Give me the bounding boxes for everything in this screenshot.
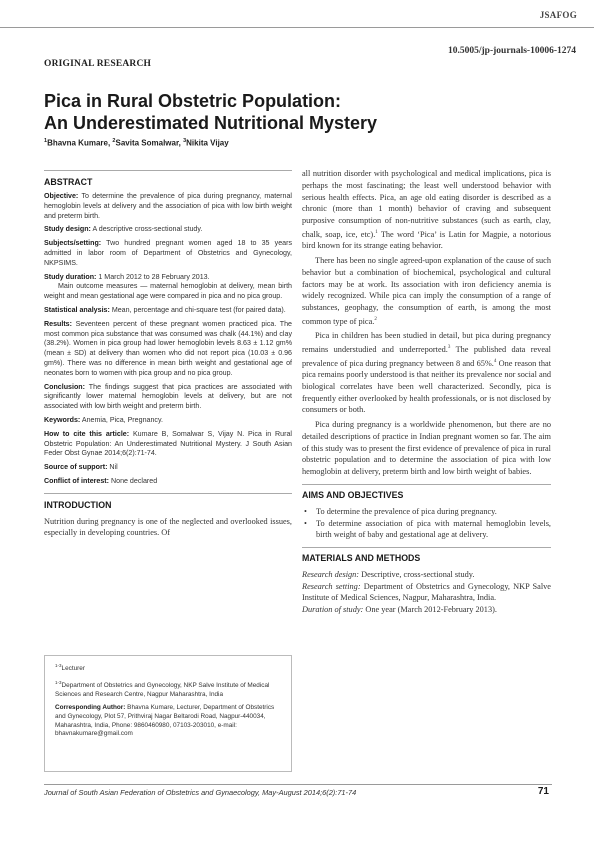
research-setting-label: Research setting: xyxy=(302,581,361,591)
abstract-bottom-rule xyxy=(44,493,292,494)
keywords-text: Anemia, Pica, Pregnancy. xyxy=(80,415,163,424)
left-column xyxy=(44,170,292,539)
ref-1[interactable]: 1 xyxy=(375,229,378,235)
study-duration xyxy=(302,604,551,616)
introduction-paragraph: Nutrition during pregnancy is one of the neglected and overlooked issues, especially in developing countries. Of xyxy=(44,516,292,538)
abstract-duration xyxy=(44,273,292,283)
cite-text: Kumare B, Somalwar S, Vijay N. Pica in Rural Obstetric Population: An Underestimated Nutritional Mystery. J South Asian Feder Obst Gynae 2014;6(2):71-74. xyxy=(44,429,292,458)
results-label: Results: xyxy=(44,319,72,328)
ref-4[interactable]: 4 xyxy=(493,358,497,364)
source-of-support xyxy=(44,463,292,473)
design-label: Study design: xyxy=(44,225,91,234)
intro-paragraph-4: Pica during pregnancy is a worldwide phenomenon, but there are no detailed descriptions of practice in Indian pregnant women so far. The aim of this study was to present the first evidence of prevalence of pica in rural obstetric population and to determine the association of pica with low hemoglobin at delivery, preterm birth and low birth weight of babies. xyxy=(302,420,551,477)
research-design-text: Descriptive, cross-sectional study. xyxy=(359,569,475,579)
intro-p1-text-cont: The word ‘Pica’ is Latin for Magpie, a notorious bird known for its strange eating behavior. xyxy=(302,229,551,251)
corresponding-author xyxy=(55,704,281,739)
abstract-keywords xyxy=(44,416,292,426)
footer-journal: Journal of South Asian Federation of Obstetrics and Gynaecology, May-August 2014;6(2):71-74 xyxy=(44,788,357,797)
stats-text: Mean, percentage and chi-square test (for paired data). xyxy=(109,305,286,314)
conclusion-label: Conclusion: xyxy=(44,382,85,391)
corresponding-label: Corresponding Author: xyxy=(55,704,126,712)
research-setting xyxy=(302,581,551,605)
section-label: ORIGINAL RESEARCH xyxy=(44,59,152,69)
intro-p3-text-end: One reason that pica remains poorly understood is that neither its prevalence nor social and biological correlates have been well characterized. Secondly, pica is frequently either overlooked by health professionals, or is not disclosed by consumers or both. xyxy=(302,358,551,415)
subjects-text: Two hundred pregnant women aged 18 to 35 years admitted in labor room of Department of Obstetrics and Gynecology, NKPSIMS. xyxy=(44,239,292,267)
abstract-results xyxy=(44,320,292,379)
author-3: Nikita Vijay xyxy=(186,138,229,148)
abstract-top-rule xyxy=(44,170,292,171)
article-title xyxy=(44,90,564,134)
results-text: Seventeen percent of these pregnant women practiced pica. The most common pica substance that was consumed was chalk (44.1%) and clay (38.2%). Women in pica group had lower hemoglobin levels 8.63 ± 1.12 gm% (mean ± SD) at delivery than women who did not report pica (10.03 ± 0.96 gm%). There was no difference in mean birth weight and gestational age of neonates born to women with pica group and no pica group. xyxy=(44,319,292,377)
footnote-affiliation xyxy=(55,679,281,700)
ref-2[interactable]: 2 xyxy=(374,316,377,322)
author-1: Bhavna Kumare, xyxy=(47,138,113,148)
intro-p3-text: Pica in children has been studied in detail, but pica during pregnancy remains understudied and underreported. xyxy=(302,331,551,354)
intro-p1-text: all nutrition disorder with psychological and medical implications, pica is perhaps the most fascinating; the least well understood behavior with serious health effects. Pica, an age old eating disorder is described as a chronic (more than 1 month) behavior of craving and subsequent purposive consumption of non-nutritive substances (such as earth, clay, chalk, soap, ice, etc). xyxy=(302,169,551,239)
methods-heading: MATERIALS AND METHODS xyxy=(302,552,421,563)
footnote-position-sup: 1-3 xyxy=(55,663,62,668)
abstract-objective xyxy=(44,192,292,221)
duration-label: Study duration: xyxy=(44,272,97,281)
footnote-position-text: Lecturer xyxy=(61,665,85,673)
title-line-1: Pica in Rural Obstetric Population: xyxy=(44,91,342,111)
header-rule xyxy=(0,27,594,28)
abstract-design xyxy=(44,225,292,235)
right-column xyxy=(302,168,551,616)
keywords-label: Keywords: xyxy=(44,415,81,424)
author-2: Savita Somalwar, xyxy=(115,138,184,148)
intro-paragraph-1 xyxy=(302,168,551,252)
author-footnote-box xyxy=(44,655,292,772)
aim-item-2 xyxy=(302,518,551,541)
author-affil-1: 1 xyxy=(44,138,48,144)
footnote-affiliation-sup: 1-3 xyxy=(55,679,62,685)
support-text: Nil xyxy=(107,463,118,472)
abstract-conclusion xyxy=(44,383,292,412)
conflict-label: Conflict of interest: xyxy=(44,476,110,485)
methods-rule xyxy=(302,547,551,548)
aim-item-1 xyxy=(302,506,551,518)
footnote-affiliation-text: Department of Obstetrics and Gynecology, NKP Salve Institute of Medical Sciences and Research Centre, Nagpur Maharashtra, India xyxy=(55,681,270,698)
footnote-position xyxy=(55,662,281,674)
aims-heading: AIMS AND OBJECTIVES xyxy=(302,489,404,500)
conflict-text: None declared xyxy=(109,476,158,485)
author-affil-2: 2 xyxy=(112,138,116,144)
conflict-of-interest xyxy=(44,477,292,487)
abstract-heading: ABSTRACT xyxy=(44,177,93,187)
intro-p2-text: There has been no single agreed-upon explanation of the cause of such behavior but a combination of biochemical, psychological and cultural factors may be at work. Its association with iron deficiency anemia is widely recognized. While pica can imply the consumption of a range of substances, geophagy, the consumption of earth, is among the most common type of pica. xyxy=(302,256,551,326)
how-to-cite xyxy=(44,430,292,459)
support-label: Source of support: xyxy=(44,463,108,472)
abstract-subjects xyxy=(44,239,292,268)
research-design xyxy=(302,569,551,581)
study-duration-label: Duration of study: xyxy=(302,605,364,615)
intro-paragraph-3 xyxy=(302,330,551,416)
research-design-label: Research design: xyxy=(302,569,360,579)
title-line-2: An Underestimated Nutritional Mystery xyxy=(44,113,378,133)
author-affil-3: 3 xyxy=(183,138,187,144)
abstract-stats xyxy=(44,306,292,316)
cite-label: How to cite this article: xyxy=(44,429,130,438)
design-text: A descriptive cross-sectional study. xyxy=(90,225,203,234)
research-setting-text: Department of Obstetrics and Gynecology, NKP Salve Institute of Medical Sciences, Nagpur, Maharashtra, India. xyxy=(302,581,551,603)
aims-rule xyxy=(302,484,551,485)
subjects-label: Subjects/setting: xyxy=(44,239,102,248)
intro-paragraph-2 xyxy=(302,255,551,327)
objective-label: Objective: xyxy=(44,192,79,200)
objective-text: To determine the prevalence of pica during pregnancy, maternal hemoglobin levels at delivery and the association of pica with low birth weight and preterm birth. xyxy=(44,192,292,220)
duration-text: 1 March 2012 to 28 February 2013. xyxy=(96,272,210,281)
journal-tag: JSAFOG xyxy=(539,10,577,20)
stats-label: Statistical analysis: xyxy=(44,305,110,314)
corresponding-text: Bhavna Kumare, Lecturer, Department of Obstetrics and Gynecology, Plot 57, Prithviraj Nagar Beltarodi Road, Nagpur-440034, Maharashtra, India, Phone: 9860460980, 07103-203010, e-mail: bhavnakumare@gmail.com xyxy=(55,704,275,738)
aims-list xyxy=(302,506,551,541)
study-duration-text: One year (March 2012-February 2013). xyxy=(363,605,497,615)
author-list xyxy=(44,138,229,148)
intro-p3-text-cont: The published data reveal prevalence of pica during pregnancy between 8 and 65%. xyxy=(302,344,551,368)
bullet-icon: • xyxy=(304,506,307,516)
footer-rule xyxy=(44,784,552,785)
ref-3[interactable]: 3 xyxy=(447,345,451,351)
abstract-outcome: Main outcome measures — maternal hemoglobin at delivery, mean birth weight and mean gestational age were compared in pica and no pica group. xyxy=(44,282,292,301)
aim-text-2: To determine association of pica with maternal hemoglobin levels, birth weight of baby and gestational age at delivery. xyxy=(316,518,551,540)
conclusion-text: The findings suggest that pica practices are associated with significantly lower maternal hemoglobin levels at delivery, but are not associated with low birth weight and preterm birth. xyxy=(44,382,292,411)
doi[interactable]: 10.5005/jp-journals-10006-1274 xyxy=(448,46,576,56)
bullet-icon: • xyxy=(304,518,307,528)
aim-text-1: To determine the prevalence of pica during pregnancy. xyxy=(316,506,497,516)
introduction-heading: INTRODUCTION xyxy=(44,499,112,510)
page-number: 71 xyxy=(537,786,549,797)
